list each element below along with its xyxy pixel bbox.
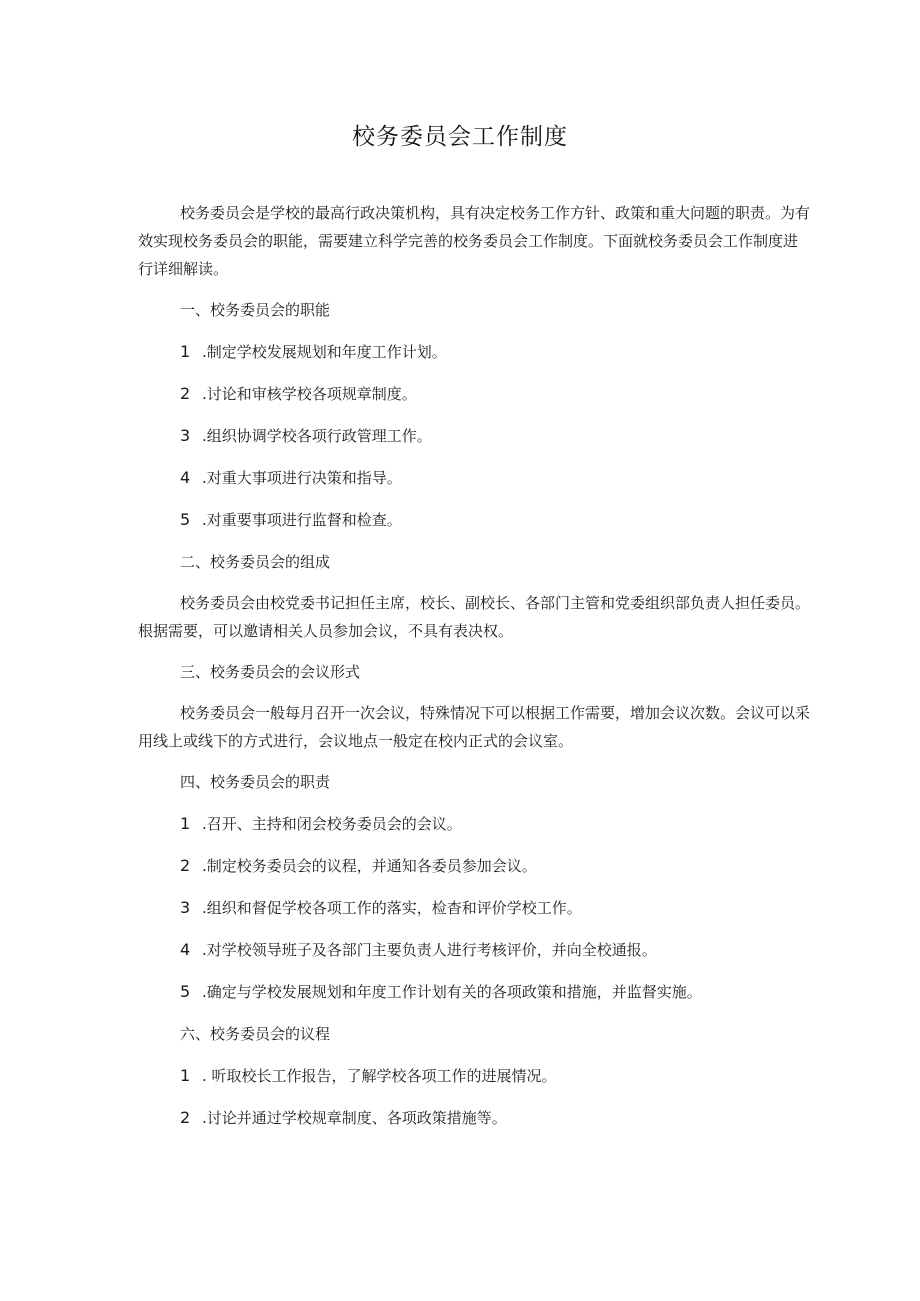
item-text: .召开、主持和闭会校务委员会的会议。 [202, 815, 462, 833]
item-number: 2 [180, 1108, 191, 1127]
list-item [138, 852, 810, 880]
list-item [138, 380, 810, 408]
section-heading-meeting-format: 三、校务委员会的会议形式 [180, 663, 361, 681]
item-text: .确定与学校发展规划和年度工作计划有关的各项政策和措施，并监督实施。 [202, 983, 702, 1001]
item-number: 5 [180, 982, 191, 1001]
list-item [138, 338, 810, 366]
section-heading-duties: 四、校务委员会的职责 [180, 773, 331, 791]
item-text: .组织协调学校各项行政管理工作。 [202, 427, 432, 445]
item-number: 5 [180, 510, 191, 529]
list-item [138, 1104, 810, 1132]
item-number: 2 [180, 384, 191, 403]
list-item [138, 936, 810, 964]
section-heading-agenda: 六、校务委员会的议程 [180, 1025, 331, 1043]
list-item [138, 894, 810, 922]
item-text: . 听取校长工作报告，了解学校各项工作的进展情况。 [202, 1067, 557, 1085]
composition-paragraph: 校务委员会由校党委书记担任主席，校长、副校长、各部门主管和党委组织部负责人担任委员。根据需要，可以邀请相关人员参加会议，不具有表决权。 [138, 594, 811, 640]
item-number: 1 [180, 1066, 191, 1085]
list-item [138, 978, 810, 1006]
list-item [138, 506, 810, 534]
item-text: .对重要事项进行监督和检查。 [202, 511, 402, 529]
section-heading-functions: 一、校务委员会的职能 [180, 301, 331, 319]
item-number: 3 [180, 426, 191, 445]
item-number: 4 [180, 940, 191, 959]
document-body [138, 199, 810, 1132]
item-text: .讨论和审核学校各项规章制度。 [202, 385, 417, 403]
item-text: .讨论并通过学校规章制度、各项政策措施等。 [202, 1109, 507, 1127]
list-item [138, 422, 810, 450]
item-text: .制定学校发展规划和年度工作计划。 [202, 343, 447, 361]
page-title: 校务委员会工作制度 [352, 124, 568, 150]
meeting-format-paragraph: 校务委员会一般每月召开一次会议，特殊情况下可以根据工作需要，增加会议次数。会议可以采用线上或线下的方式进行，会议地点一般定在校内正式的会议室。 [138, 704, 811, 750]
item-number: 1 [180, 342, 191, 361]
list-item [138, 464, 810, 492]
item-number: 4 [180, 468, 191, 487]
item-text: .对学校领导班子及各部门主要负责人进行考核评价，并向全校通报。 [202, 941, 657, 959]
item-number: 1 [180, 814, 191, 833]
list-item [138, 1062, 810, 1090]
section-heading-composition: 二、校务委员会的组成 [180, 553, 331, 571]
list-item [138, 810, 810, 838]
item-number: 2 [180, 856, 191, 875]
intro-paragraph: 校务委员会是学校的最高行政决策机构，具有决定校务工作方针、政策和重大问题的职责。为有效实现校务委员会的职能，需要建立科学完善的校务委员会工作制度。下面就校务委员会工作制度进行详细解读。 [138, 204, 811, 278]
item-number: 3 [180, 898, 191, 917]
item-text: .制定校务委员会的议程，并通知各委员参加会议。 [202, 857, 537, 875]
item-text: .对重大事项进行决策和指导。 [202, 469, 402, 487]
item-text: .组织和督促学校各项工作的落实，检杳和评价学校工作。 [202, 899, 582, 917]
